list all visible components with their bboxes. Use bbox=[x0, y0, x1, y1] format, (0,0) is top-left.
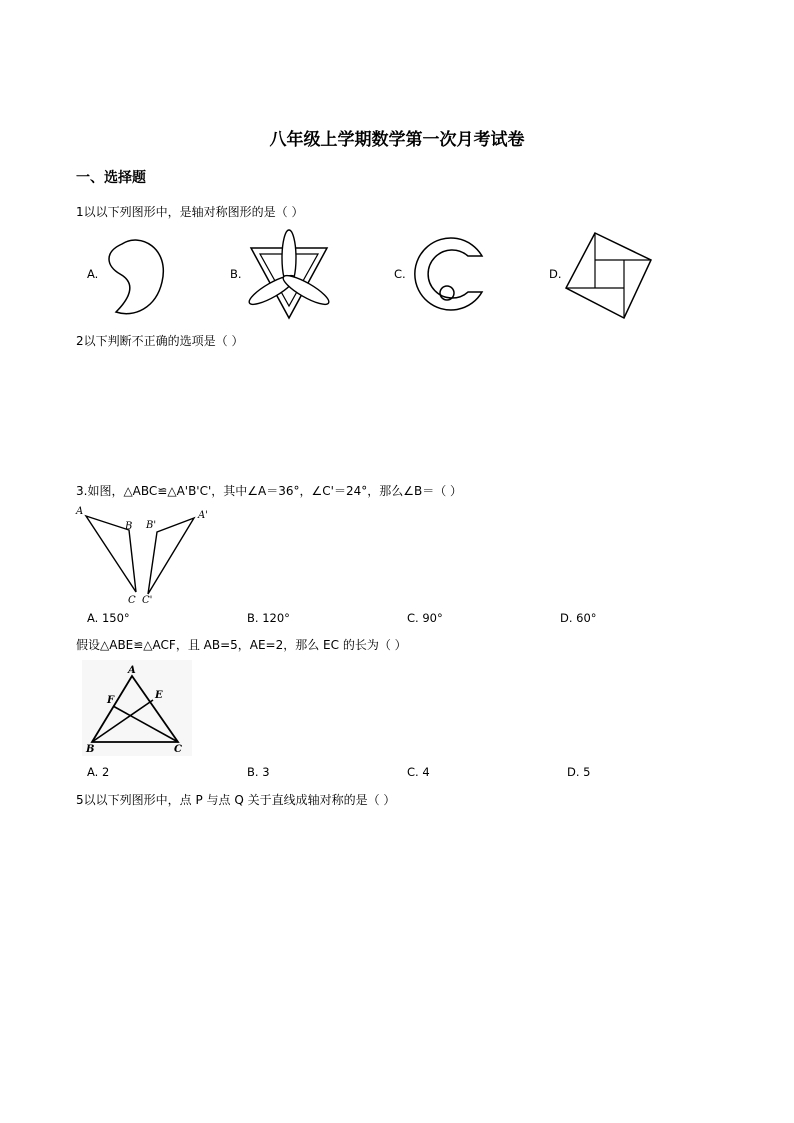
q4-option-d: D. 5 bbox=[567, 765, 591, 779]
q3-label-c-prime: C' bbox=[142, 595, 153, 606]
q3-option-b: B. 120° bbox=[247, 611, 290, 625]
q4-option-a: A. 2 bbox=[87, 765, 110, 779]
q3-label-a: A bbox=[76, 506, 84, 517]
section-heading: 一、选择题 bbox=[76, 170, 146, 186]
q4-option-b: B. 3 bbox=[247, 765, 270, 779]
question-4-text: 假设△ABE≌△ACF，且 AB=5，AE=2，那么 EC 的长为（ ） bbox=[76, 638, 407, 652]
q1-option-d-label: D. bbox=[549, 267, 562, 281]
q3-option-d: D. 60° bbox=[560, 611, 597, 625]
q1-option-a-figure bbox=[100, 234, 170, 320]
question-5-text: 5以以下列图形中，点 P 与点 Q 关于直线成轴对称的是（ ） bbox=[76, 793, 396, 807]
q3-label-c: C bbox=[128, 595, 136, 606]
q1-option-c-label: C. bbox=[394, 267, 406, 281]
question-2-text: 2以下判断不正确的选项是（ ） bbox=[76, 334, 244, 348]
q3-label-b: B bbox=[125, 521, 133, 532]
question-3-text: 3.如图，△ABC≌△A'B'C'，其中∠A＝36°，∠C'＝24°，那么∠B＝（ ） bbox=[76, 484, 463, 498]
q3-label-a-prime: A' bbox=[198, 510, 208, 521]
q3-option-c: C. 90° bbox=[407, 611, 443, 625]
question-1-text: 1以以下列图形中，是轴对称图形的是（ ） bbox=[76, 205, 304, 219]
q4-label-b: B bbox=[86, 744, 95, 755]
q1-option-a-label: A. bbox=[87, 267, 99, 281]
q3-option-a: A. 150° bbox=[87, 611, 130, 625]
q3-figure bbox=[74, 504, 220, 606]
q4-option-c: C. 4 bbox=[407, 765, 430, 779]
q4-label-c: C bbox=[174, 744, 182, 755]
q4-label-a: A bbox=[128, 665, 136, 676]
q1-option-d-figure bbox=[562, 230, 656, 324]
q4-label-e: E bbox=[155, 690, 163, 701]
q1-option-b-label: B. bbox=[230, 267, 242, 281]
q4-figure bbox=[82, 660, 192, 756]
q4-label-f: F bbox=[107, 695, 115, 706]
q1-option-c-figure bbox=[410, 234, 492, 316]
q3-label-b-prime: B' bbox=[146, 520, 157, 531]
page-title: 八年级上学期数学第一次月考试卷 bbox=[269, 130, 525, 150]
q1-option-b-figure bbox=[246, 228, 332, 322]
